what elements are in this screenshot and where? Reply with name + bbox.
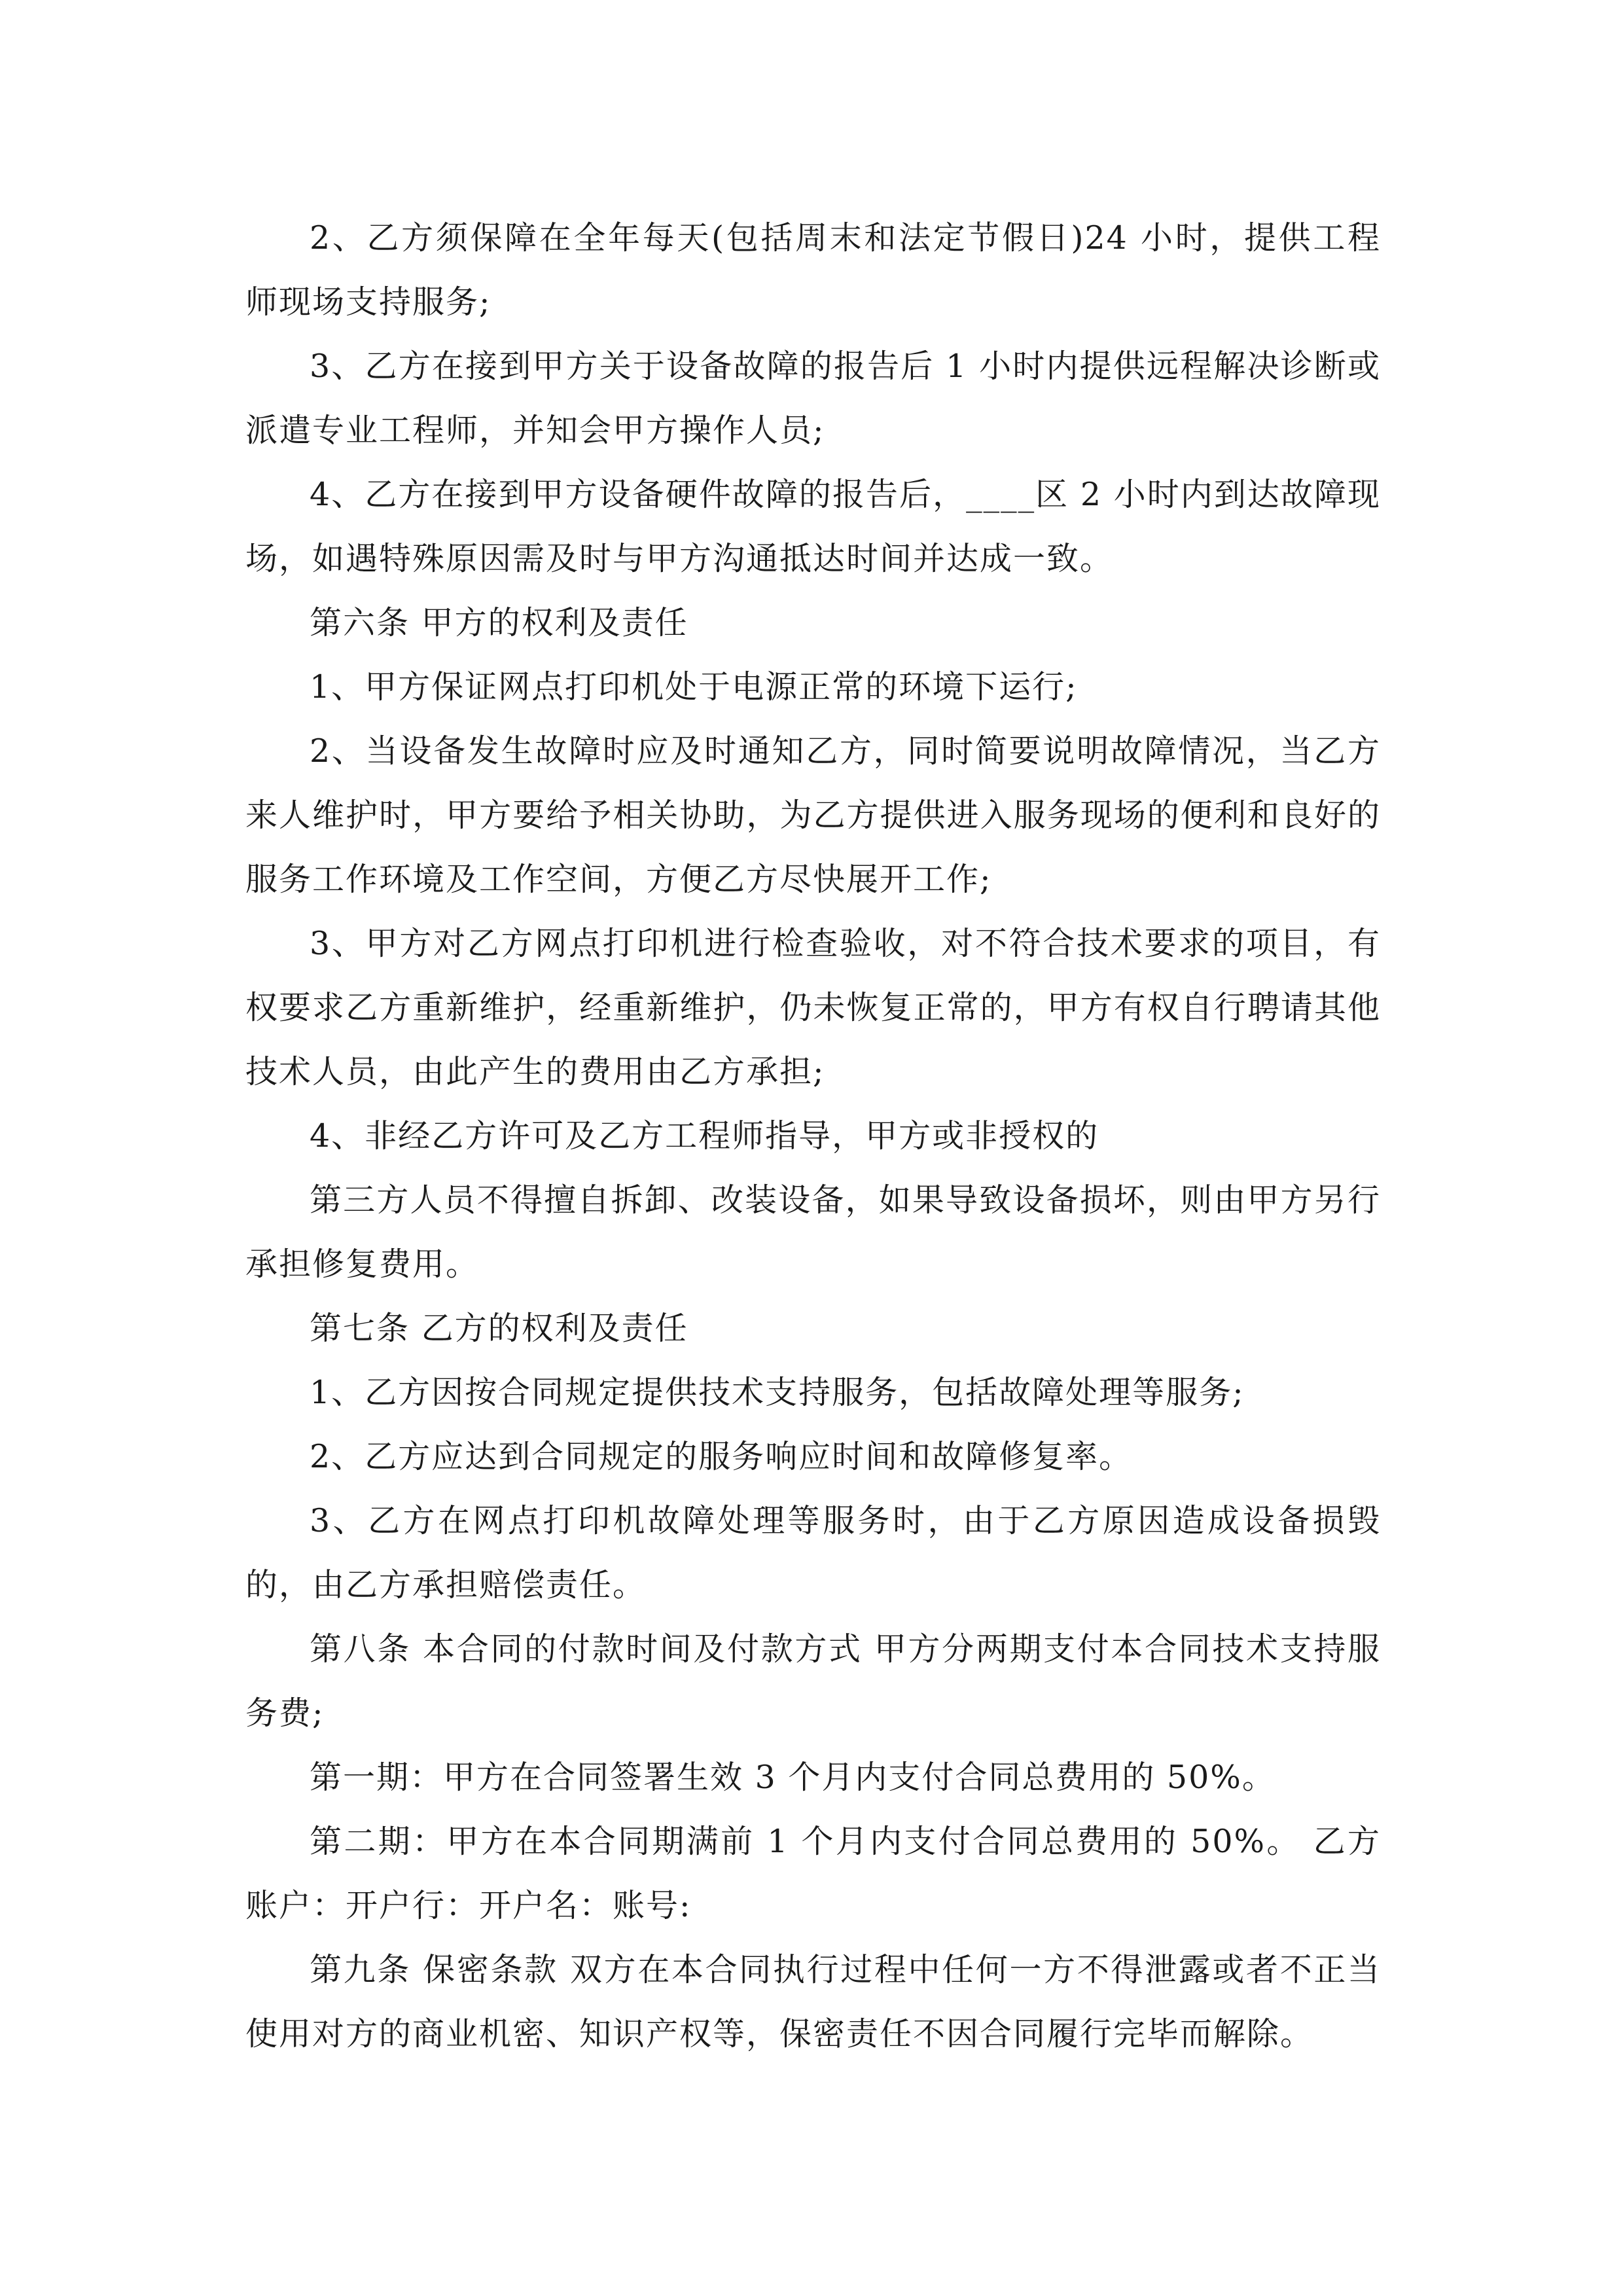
paragraph-remote-diagnosis: 3、乙方在接到甲方关于设备故障的报告后 1 小时内提供远程解决诊断或派遣专业工程师，并知会甲方操作人员; [245,348,1381,449]
paragraph-third-party: 第三方人员不得擅自拆卸、改装设备，如果导致设备损坏，则由甲方另行承担修复费用。 [245,1181,1381,1283]
paragraph-party-a-power: 1、甲方保证网点打印机处于电源正常的环境下运行; [310,668,1078,706]
paragraph-party-b-support: 1、乙方因按合同规定提供技术支持服务，包括故障处理等服务; [310,1374,1245,1411]
paragraph-hardware-fault-response: 4、乙方在接到甲方设备硬件故障的报告后，____区 2 小时内到达故障现场，如遇特殊原因需及时与甲方沟通抵达时间并达成一致。 [245,476,1381,577]
article-6-heading: 第六条 甲方的权利及责任 [310,604,688,641]
paragraph-party-a-notify: 2、当设备发生故障时应及时通知乙方，同时简要说明故障情况，当乙方来人维护时，甲方要给予相关协助，为乙方提供进入服务现场的便利和良好的服务工作环境及工作空间，方便乙方尽快展开工作; [245,732,1381,898]
paragraph-engineer-onsite-support: 2、乙方须保障在全年每天(包括周末和法定节假日)24 小时，提供工程师现场支持服务; [245,219,1381,321]
paragraph-party-a-unauthorized: 4、非经乙方许可及乙方工程师指导，甲方或非授权的 [310,1117,1099,1155]
article-9-confidentiality: 第九条 保密条款 双方在本合同执行过程中任何一方不得泄露或者不正当使用对方的商业机密、知识产权等，保密责任不因合同履行完毕而解除。 [245,1951,1381,2053]
article-8-heading: 第八条 本合同的付款时间及付款方式 甲方分两期支付本合同技术支持服务费; [245,1630,1381,1732]
paragraph-party-a-inspection: 3、甲方对乙方网点打印机进行检查验收，对不符合技术要求的项目，有权要求乙方重新维护，经重新维护，仍未恢复正常的，甲方有权自行聘请其他技术人员，由此产生的费用由乙方承担; [245,925,1381,1090]
article-7-heading: 第七条 乙方的权利及责任 [310,1310,688,1347]
paragraph-payment-phase-2: 第二期：甲方在本合同期满前 1 个月内支付合同总费用的 50%。 乙方账户：开户行：开户名：账号: [245,1823,1381,1924]
document-body [245,206,1381,2066]
paragraph-party-b-response: 2、乙方应达到合同规定的服务响应时间和故障修复率。 [310,1438,1133,1475]
paragraph-party-b-liability: 3、乙方在网点打印机故障处理等服务时，由于乙方原因造成设备损毁的，由乙方承担赔偿责任。 [245,1502,1381,1604]
paragraph-payment-phase-1: 第一期：甲方在合同签署生效 3 个月内支付合同总费用的 50%。 [310,1759,1275,1796]
